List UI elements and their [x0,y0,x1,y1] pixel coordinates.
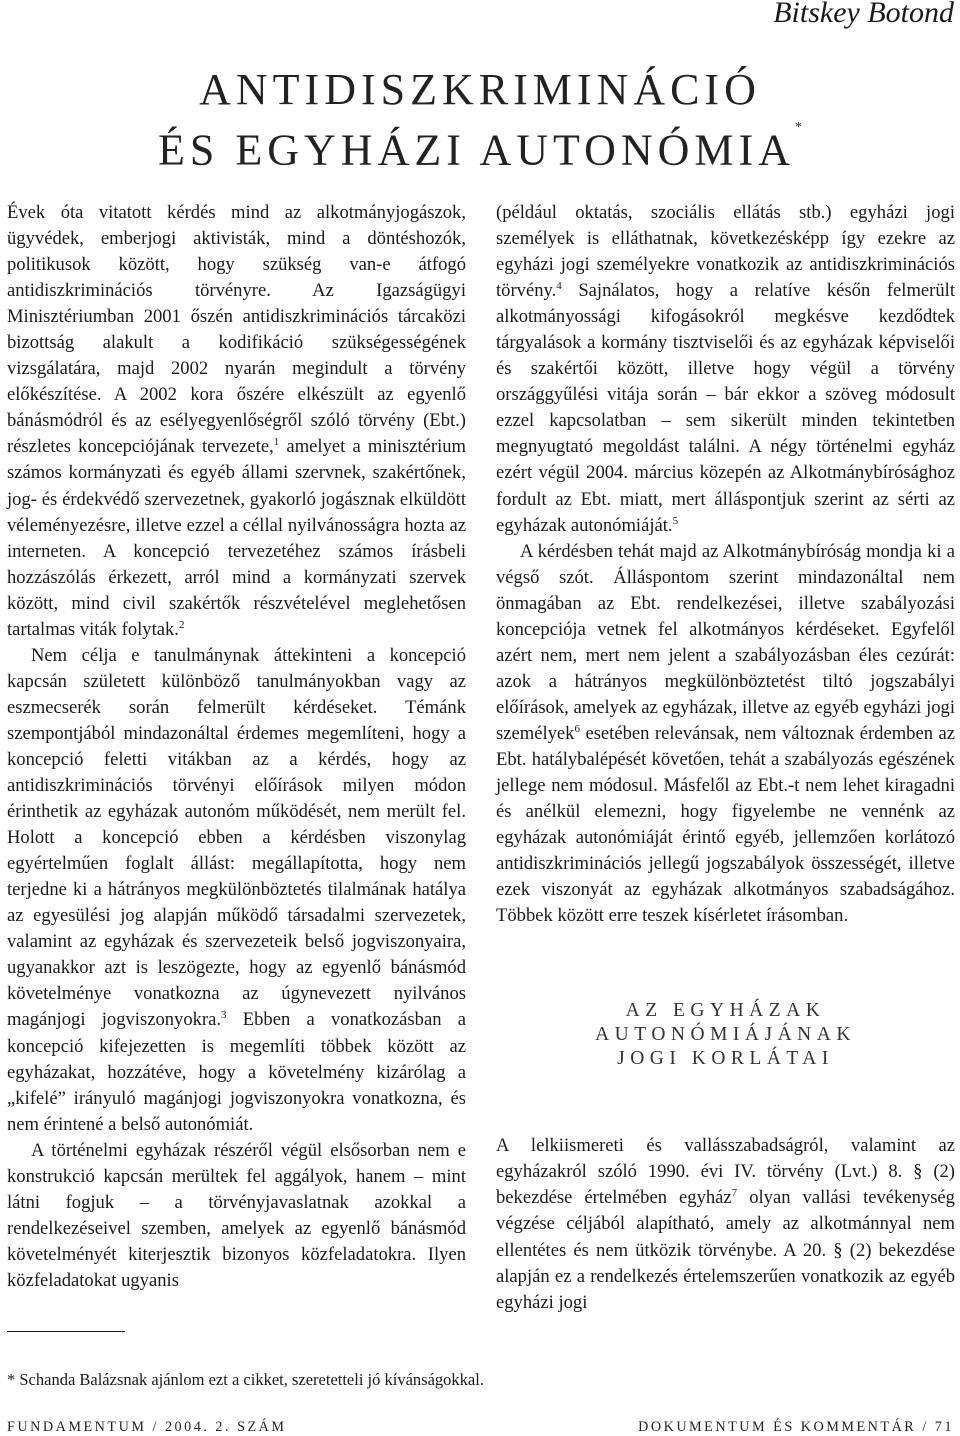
author-name: Bitskey Botond [773,0,954,29]
section-heading-line-2: AUTONÓMIÁJÁNAK [595,1024,856,1046]
footnote-divider [7,1331,125,1332]
footnote-reference: 4 [556,279,562,292]
footnote-reference: 5 [672,514,679,527]
footnote: * Schanda Balázsnak ajánlom ezt a cikket, szeretetteli jó kívánságokkal. [7,1370,484,1389]
paragraph [7,200,466,643]
footnote-reference: 7 [731,1187,738,1200]
footnote-reference: 1 [273,436,280,449]
title-line-2: ÉS EGYHÁZI AUTONÓMIA [158,125,795,175]
footnote-reference: 6 [574,722,580,735]
title-line-1: ANTIDISZKRIMINÁCIÓ [199,65,761,114]
paragraph [7,643,466,1138]
section-heading [496,999,955,1071]
paragraph [496,200,955,539]
footnote-reference: 2 [178,618,185,631]
title-footnote-mark: * [794,120,802,135]
paragraph [7,1138,466,1294]
paragraph-text: A lelkiismereti és vallásszabadságról, valamint az egyházakról szóló 1990. évi IV. törvény (Lvt.) 8. § (2) bekezdése értelmében egyház [496,1135,955,1209]
paragraph-text: Ebben a vonatkozásban a koncepció kifejezetten is megemlíti többek között az egyházakat, hozzátéve, hogy a követelmény kizárólag a „kifelé” irányuló magánjogi jogviszonyokra vonatkozna, és nem érintené a belső autonómiát. [7,1009,466,1135]
right-column-top [496,200,955,929]
paragraph-text: Nem célja e tanulmánynak áttekinteni a koncepció kapcsán született különböző tanulmányokban vagy az eszmecserék során felmerült kérdéseket. Témánk szempontjából mindazonáltal érdemes megemlíteni, hogy a koncepció feletti vitákban az a kérdés, hogy az antidiszkriminációs törvényi előírások milyen módon érinthetik az egyházak autonóm működését, nem merült fel. Holott a koncepció ebben a kérdésben viszonylag egyértelműen foglalt állást: megállapította, hogy nem terjedne ki a hátrányos megkülönböztetés tilalmának hatálya az egyesülési jog alapján működő társadalmi szervezetek, valamint az egyházak és szervezeteik belső jogviszonyaira, ugyanakkor azt is leszögezte, hogy az egyenlő bánásmód követelménye vonatkozna az úgynevezett nyilvános magánjogi jogviszonyokra. [7,644,466,1031]
paragraph-text: A kérdésben tehát majd az Alkotmánybíróság mondja ki a végső szót. Álláspontom szerint mindazonáltal nem önmagában az Ebt. rendelkezései, illetve szabályozási koncepciója vetnek fel alkotmányos kérdéseket. Egyfelől azért nem, mert nem jelent a szabályozásban éles cezúrát: azok a hátrányos megkülönböztetést tiltó jogszabályi előírások, amelyek az egyházak, illetve az egyéb egyházi jogi személyek [496,540,955,744]
paragraph-text: esetében relevánsak, nem változnak érdemben az Ebt. hatálybalépését követően, tehát a szabályozás egészének jellege nem módosul. Másfelől az Ebt.-t nem lehet kiragadni és anélkül elemezni, hogy figyelembe ne vennénk az egyházak autonómiáját érintő egyéb, jellemzően korlátozó antidiszkriminációs jellegű jogszabályok összességét, illetve ezek viszonyát az egyházak alkotmányos szabadságához. Többek között erre teszek kísérletet írásomban. [496,722,955,927]
article-title [0,62,960,179]
paragraph [496,1133,955,1315]
paragraph-text: amelyet a minisztérium számos kormányzati és egyéb állami szervnek, szakértőnek, jog- és érdekvédő szervezetnek, gyakorló jogásznak elküldött véleményezésre, illetve ezzel a céllal nyilvánosságra hozta az interneten. A koncepció tervezetéhez számos írásbeli hozzászólás érkezett, arról mind a kormányzati szervek között, mind civil szakértők részvételével meglehetősen tartalmas viták folytak. [7,436,466,640]
paragraph-text: olyan vallási tevékenység végzése céljából alapítható, amely az alkotmánnyal nem ellentétes és nem ütközik törvénybe. A 20. § (2) bekezdése alapján ez a rendelkezés értelemszerűen vonatkozik az egyéb egyházi jogi [496,1187,955,1313]
right-column-bottom [496,1133,955,1315]
section-heading-line-1: AZ EGYHÁZAK [625,1000,826,1022]
right-column [496,200,955,1316]
footnote-reference: 3 [221,1009,227,1022]
paragraph-text: Sajnálatos, hogy a relatíve későn felmerült alkotmányossági kifogásokról megkésve kezdődtek tárgyalások a kormány tisztviselői és az egyházak képviselői és szakértői között, illetve hogy végül a törvény országgyűlési vitája során – bár ekkor a szöveg módosult ezzel kapcsolatban – sem sikerült minden tekintetben megnyugtató megoldást találni. A négy történelmi egyház ezért végül 2004. március közepén az Alkotmánybírósághoz fordult az Ebt. miatt, mert álláspontjuk szerint az sérti az egyházak autonómiáját. [496,280,955,536]
paragraph-text: (például oktatás, szociális ellátás stb.) egyházi jogi személyek is elláthatnak, következésképp így ezekre az egyházi jogi személyekre vonatkozik az antidiszkriminációs törvény. [496,202,955,302]
paragraph-text: Évek óta vitatott kérdés mind az alkotmányjogászok, ügyvédek, emberjogi aktivisták, mind a döntéshozók, politikusok között, hogy szükség van-e átfogó antidiszkriminációs törvényre. Az Igazságügyi Minisztériumban 2001 őszén antidiszkriminációs tárcaközi bizottság alakult a kodifikáció szükségességének vizsgálatára, majd 2002 nyarán megindult a törvény előkészítése. A 2002 kora őszére elkészült az egyenlő bánásmódról és az esélyegyenlőségről szóló törvény (Ebt.) részletes koncepciójának tervezete, [7,202,466,458]
section-heading-line-3: JOGI KORLÁTAI [617,1048,834,1070]
left-column [7,200,466,1294]
paragraph [496,539,955,930]
paragraph-text: A történelmi egyházak részéről végül elsősorban nem e konstrukció kapcsán merültek fel aggályok, hanem – mint látni fogjuk – a törvényjavaslatnak azokkal a rendelkezéseivel szemben, amelyek az egyenlő bánásmód követelményét kiterjesztik bizonyos közfeladatokra. Ilyen közfeladatokat ugyanis [7,1139,466,1291]
footer-journal: FUNDAMENTUM / 2004. 2. SZÁM [7,1419,287,1435]
footer-section-page: DOKUMENTUM ÉS KOMMENTÁR / 71 [638,1419,954,1435]
